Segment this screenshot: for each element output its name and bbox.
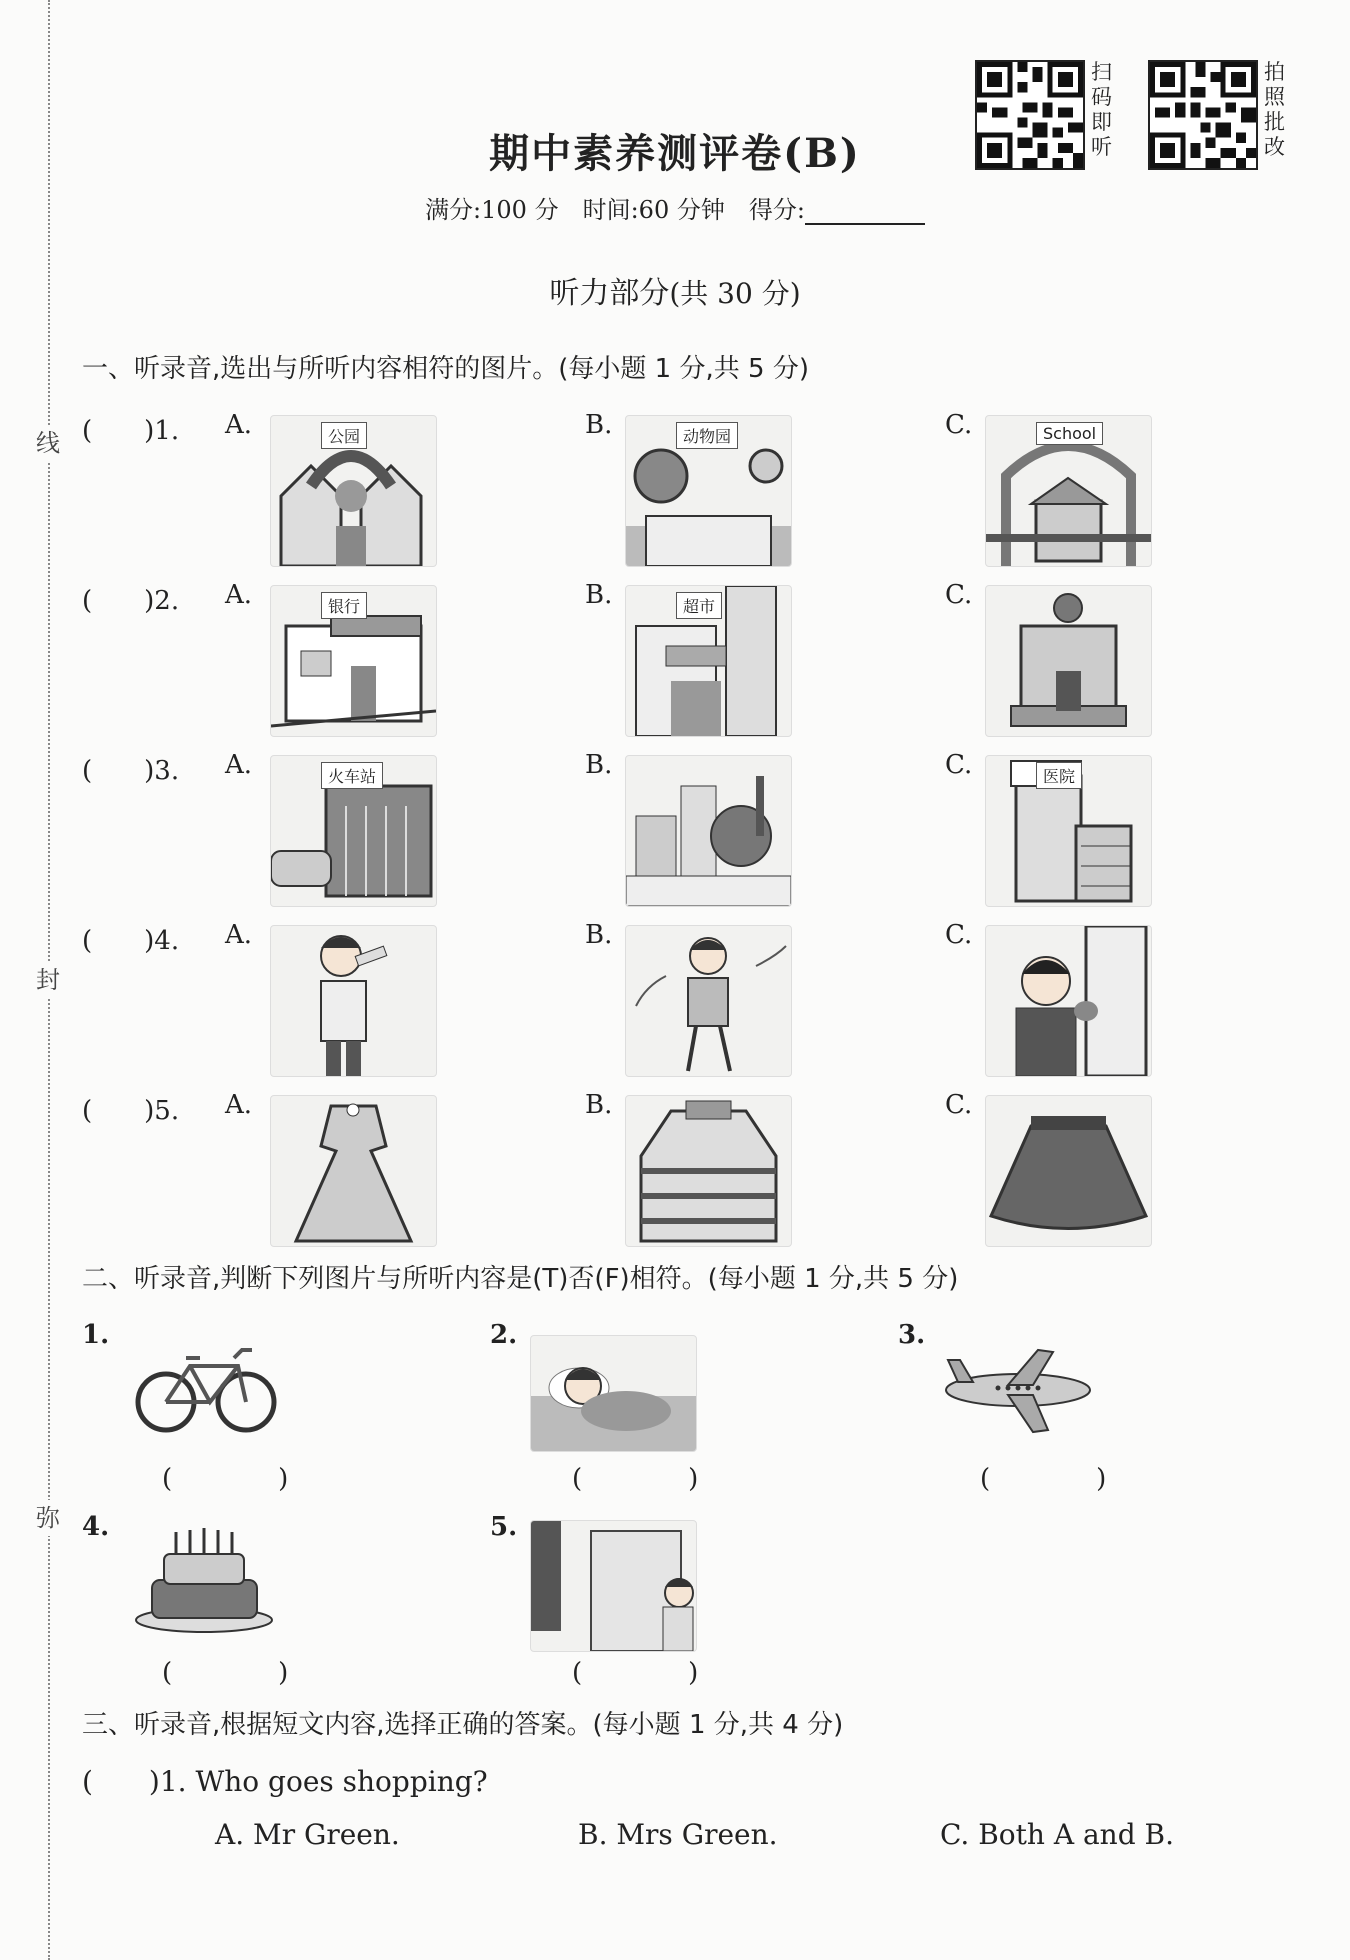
bank-icon[interactable]: [270, 585, 437, 737]
option-letter[interactable]: C.: [945, 750, 973, 780]
option-letter[interactable]: A.: [225, 410, 253, 440]
tf-answer-box[interactable]: ( ): [572, 1464, 739, 1494]
picture-sign: School: [1036, 422, 1103, 445]
museum-icon[interactable]: [985, 585, 1152, 737]
option-letter[interactable]: B.: [585, 920, 613, 950]
option-letter[interactable]: C.: [945, 920, 973, 950]
option-letter[interactable]: A.: [225, 1090, 253, 1120]
question-number-4[interactable]: ( )4.: [82, 926, 180, 956]
picture-sign: 公园: [321, 422, 367, 449]
question-number-5[interactable]: ( )5.: [82, 1096, 180, 1126]
part3-question-1: ( )1. Who goes shopping?: [82, 1765, 488, 1798]
option-letter[interactable]: A.: [225, 920, 253, 950]
tf-answer-box[interactable]: ( ): [572, 1658, 739, 1688]
supermarket-icon[interactable]: [625, 585, 792, 737]
bicycle-icon: [128, 1330, 283, 1445]
qr-listen-label: 扫码即听: [1091, 60, 1112, 159]
part3-heading: 三、听录音,根据短文内容,选择正确的答案。(每小题 1 分,共 4 分): [82, 1710, 844, 1740]
tf-number: 1.: [82, 1320, 110, 1350]
option-letter[interactable]: A.: [225, 750, 253, 780]
question-number-1[interactable]: ( )1.: [82, 416, 180, 446]
boy-drinking-icon[interactable]: [270, 925, 437, 1077]
picture-sign: 银行: [321, 592, 367, 619]
boy-cleaning-window-icon[interactable]: [985, 925, 1152, 1077]
part3-option-c[interactable]: C. Both A and B.: [940, 1818, 1174, 1851]
binding-mark-feng: 封: [30, 962, 66, 998]
part2-heading: 二、听录音,判断下列图片与所听内容是(T)否(F)相符。(每小题 1 分,共 5 分): [82, 1264, 959, 1294]
question-number-2[interactable]: ( )2.: [82, 586, 180, 616]
binding-mark-mi: 弥: [30, 1500, 66, 1536]
tf-number: 5.: [490, 1512, 518, 1542]
tf-number: 2.: [490, 1320, 518, 1350]
birthday-cake-icon: [132, 1520, 277, 1635]
section-name: 听力部分: [549, 276, 670, 311]
city-icon[interactable]: [625, 755, 792, 907]
option-letter[interactable]: C.: [945, 580, 973, 610]
section-points: (共 30 分): [669, 277, 801, 310]
tf-answer-box[interactable]: ( ): [980, 1464, 1147, 1494]
tf-number: 4.: [82, 1512, 110, 1542]
tf-answer-box[interactable]: ( ): [162, 1464, 329, 1494]
score-meta: [0, 190, 1350, 225]
part3-option-a[interactable]: A. Mr Green.: [215, 1818, 400, 1851]
score-blank[interactable]: [805, 223, 925, 225]
option-letter[interactable]: B.: [585, 410, 613, 440]
picture-sign: 动物园: [676, 422, 738, 449]
school-gate-icon[interactable]: [985, 415, 1152, 567]
girl-sleeping-icon: [530, 1335, 697, 1452]
zoo-gate-icon[interactable]: [625, 415, 792, 567]
picture-sign: 超市: [676, 592, 722, 619]
option-letter[interactable]: C.: [945, 410, 973, 440]
sweater-icon[interactable]: [625, 1095, 792, 1247]
question-number-3[interactable]: ( )3.: [82, 756, 180, 786]
tf-number: 3.: [898, 1320, 926, 1350]
part1-heading: 一、听录音,选出与所听内容相符的图片。(每小题 1 分,共 5 分): [82, 354, 809, 384]
hospital-icon[interactable]: [985, 755, 1152, 907]
dress-icon[interactable]: [270, 1095, 437, 1247]
airplane-icon: [938, 1340, 1098, 1440]
part3-option-b[interactable]: B. Mrs Green.: [578, 1818, 778, 1851]
option-letter[interactable]: B.: [585, 750, 613, 780]
train-station-icon[interactable]: [270, 755, 437, 907]
picture-sign: 火车站: [321, 762, 383, 789]
picture-sign: 医院: [1036, 762, 1082, 789]
option-letter[interactable]: B.: [585, 580, 613, 610]
page-title: 期中素养测评卷(B): [489, 130, 861, 177]
skirt-icon[interactable]: [985, 1095, 1152, 1247]
section-heading: [0, 268, 1350, 312]
option-letter[interactable]: A.: [225, 580, 253, 610]
option-letter[interactable]: C.: [945, 1090, 973, 1120]
boy-at-window-icon: [530, 1520, 697, 1652]
tf-answer-box[interactable]: ( ): [162, 1658, 329, 1688]
boy-windy-icon[interactable]: [625, 925, 792, 1077]
score-meta-text: 满分:100 分 时间:60 分钟 得分:: [425, 196, 805, 224]
option-letter[interactable]: B.: [585, 1090, 613, 1120]
park-gate-icon[interactable]: [270, 415, 437, 567]
qr-grade-label: 拍照批改: [1264, 60, 1285, 159]
binding-mark-xian: 线: [30, 425, 66, 461]
